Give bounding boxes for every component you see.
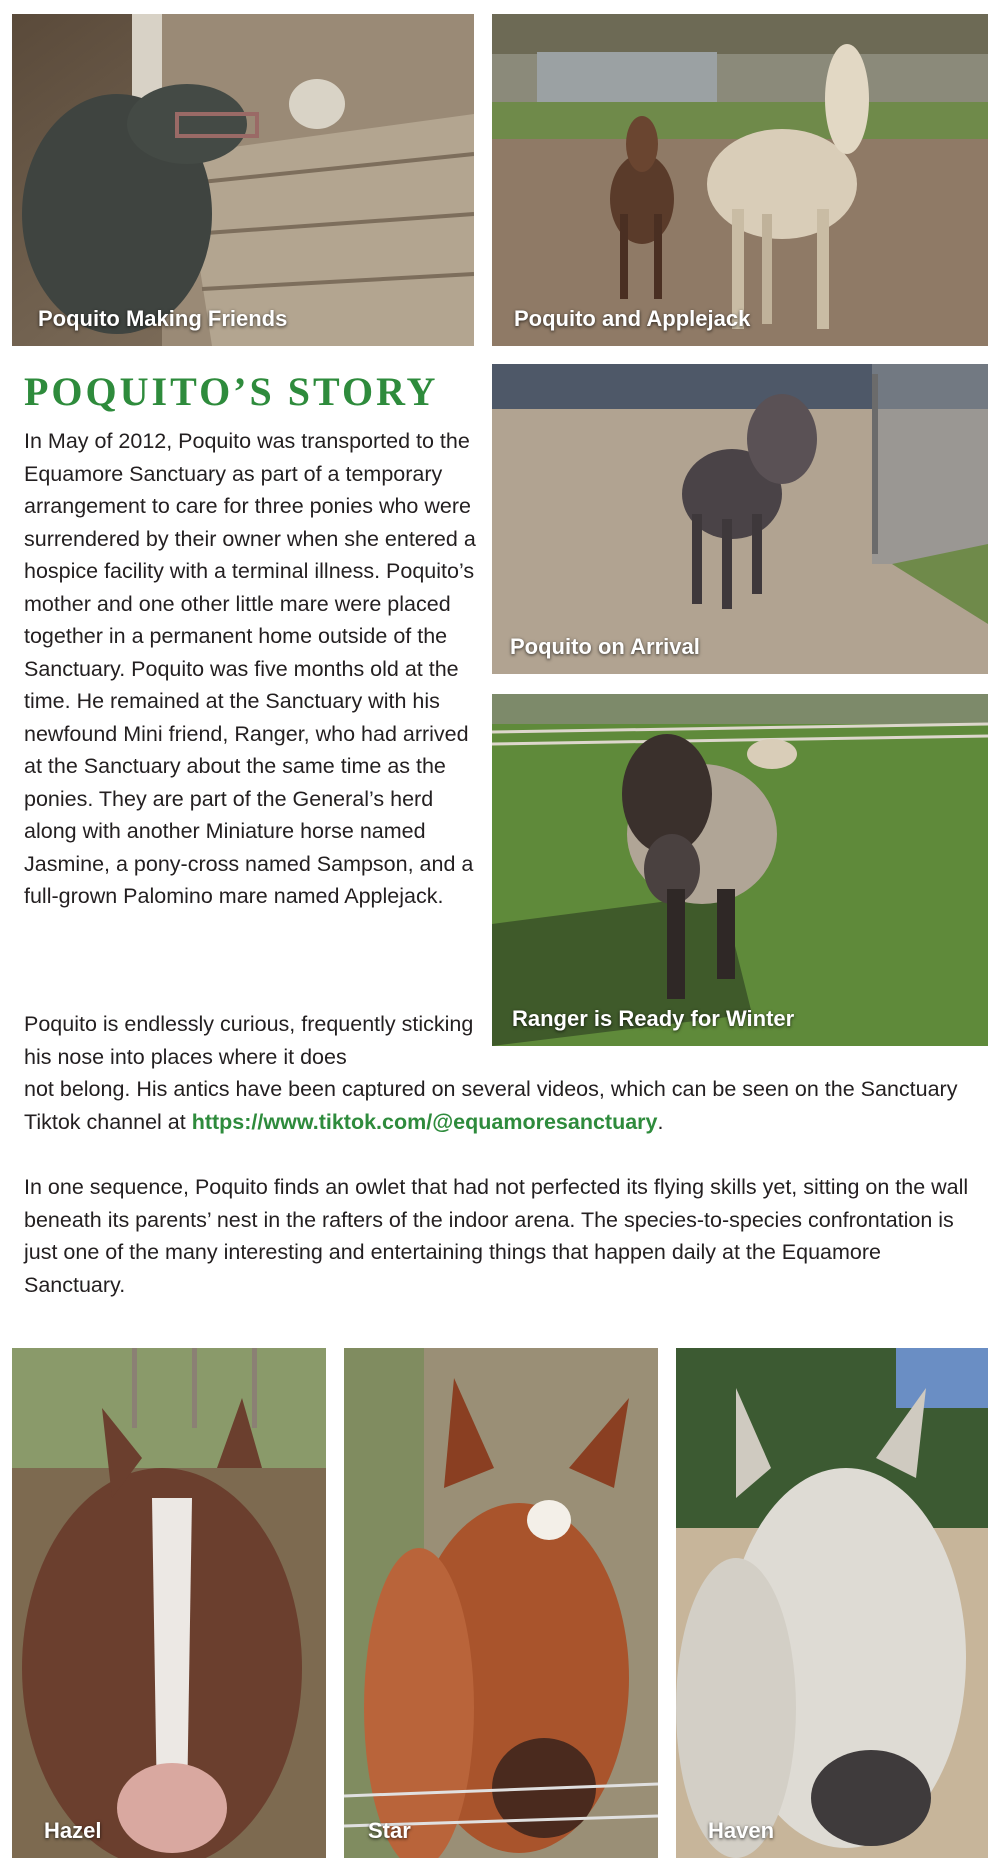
photo-caption: Poquito Making Friends [38, 306, 288, 331]
story-paragraph-2-text: not belong. His antics have been captured on several videos, which can be seen on the Sanctuary Tiktok channel at [24, 1077, 958, 1134]
photo-ranger-ready-for-winter [492, 694, 988, 1046]
story-paragraph-2-start: Poquito is endlessly curious, frequently sticking his nose into places where it does [24, 1012, 474, 1069]
photo-poquito-and-applejack [492, 14, 988, 346]
photo-caption: Star [368, 1818, 411, 1843]
photo-caption: Ranger is Ready for Winter [512, 1006, 795, 1031]
story-paragraph-2-end: . [657, 1109, 664, 1134]
haven-photo-illustration [676, 1348, 988, 1858]
arrival-photo-illustration [492, 364, 988, 674]
tiktok-link[interactable]: https://www.tiktok.com/@equamoresanctuary [191, 1109, 658, 1134]
photo-star [344, 1348, 658, 1858]
paddock-photo-illustration [492, 14, 988, 346]
barn-photo-illustration [12, 14, 474, 346]
photo-caption: Poquito and Applejack [514, 306, 751, 331]
story-paragraph-2 [24, 1073, 980, 1138]
photo-caption: Hazel [44, 1818, 102, 1843]
star-photo-illustration [344, 1348, 658, 1858]
photo-haven [676, 1348, 988, 1858]
story-paragraph-1: In May of 2012, Poquito was transported to the Equamore Sanctuary as part of a temporary arrangement to care for three ponies who were surrendered by their owner when she entered a hospice facility with a terminal illness. Poquito’s mother and one other little mare were placed together in a permanent home outside of the Sanctuary. Poquito was five months old at the time. He remained at the Sanctuary with his newfound Mini friend, Ranger, who had arrived at the Sanctuary about the same time as the ponies. They are part of the General’s herd along with another Miniature horse named Jasmine, a pony-cross named Sampson, and a full-grown Palomino mare named Applejack. [24, 429, 476, 908]
hazel-photo-illustration [12, 1348, 326, 1858]
photo-hazel [12, 1348, 326, 1858]
story-paragraph-3: In one sequence, Poquito finds an owlet that had not perfected its flying skills yet, sitting on the wall beneath its parents’ nest in the rafters of the indoor arena. The species-to-species confrontation is just one of the many interesting and entertaining things that happen daily at the Equamore Sanctuary. [24, 1175, 969, 1297]
photo-caption: Haven [708, 1818, 775, 1843]
story-title: POQUITO’S STORY [24, 369, 439, 414]
photo-caption: Poquito on Arrival [510, 634, 700, 659]
ranger-photo-illustration [492, 694, 988, 1046]
photo-poquito-making-friends [12, 14, 474, 346]
photo-poquito-on-arrival [492, 364, 988, 674]
